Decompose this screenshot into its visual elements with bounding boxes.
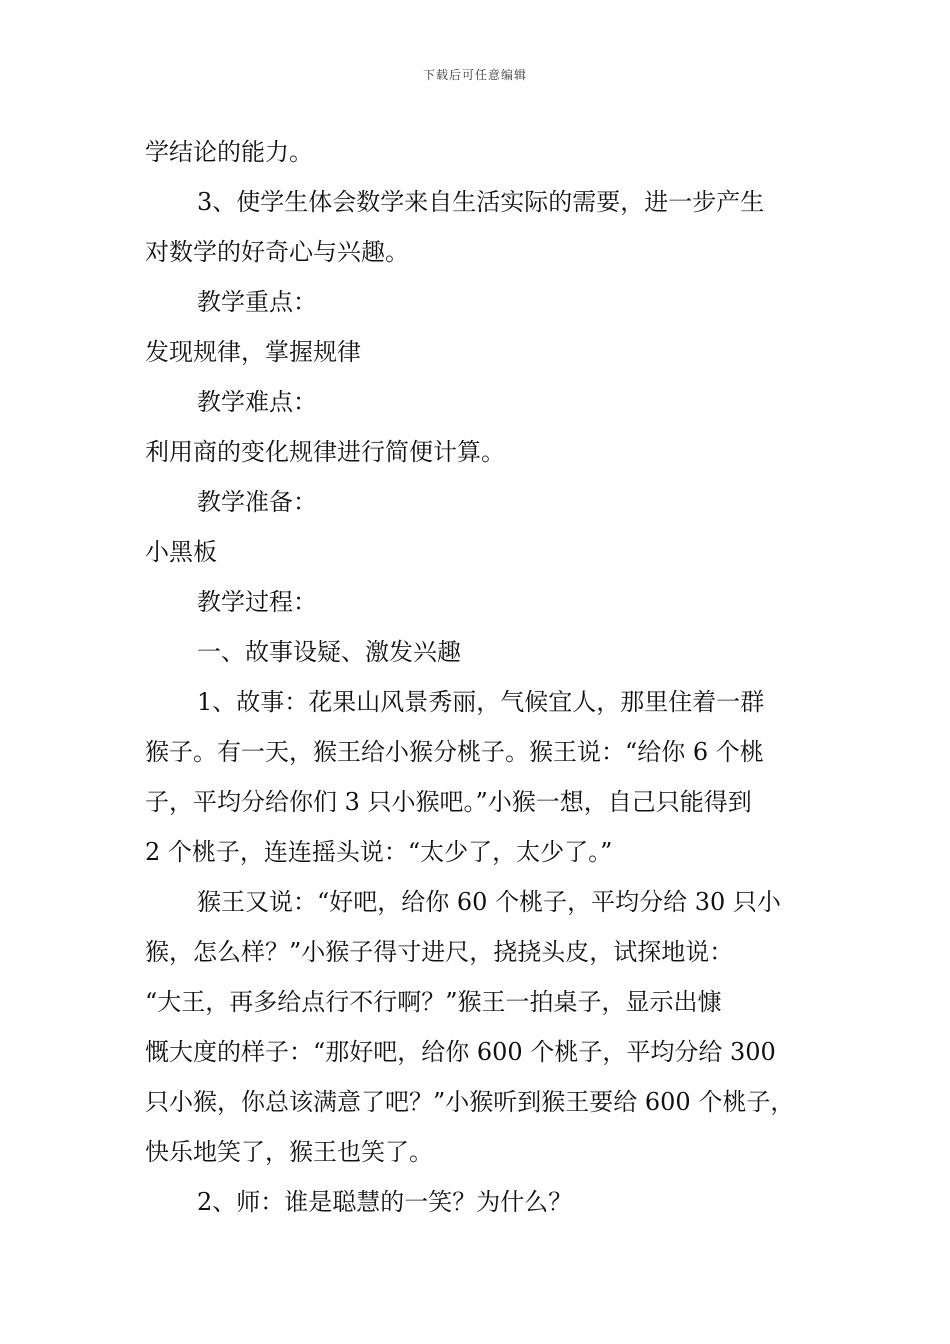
text-line: 2、师：谁是聪慧的一笑？为什么？	[197, 1188, 573, 1216]
text-line: 猴子。有一天，猴王给小猴分桃子。猴王说：“给你 6 个桃	[145, 738, 764, 766]
section-heading: 教学重点：	[197, 288, 317, 316]
text-line: 快乐地笑了，猴王也笑了。	[145, 1138, 433, 1166]
section-heading: 教学难点：	[197, 388, 317, 416]
text-line: 小黑板	[145, 538, 217, 566]
text-line: 猴王又说：“好吧，给你 60 个桃子，平均分给 30 只小	[197, 888, 781, 916]
page-header: 下载后可任意编辑	[422, 68, 527, 82]
text-line: 慨大度的样子：“那好吧，给你 600 个桃子，平均分给 300	[145, 1038, 776, 1066]
text-line: 利用商的变化规律进行简便计算。	[145, 438, 505, 466]
section-heading: 教学过程：	[197, 588, 317, 616]
text-line: 一、故事设疑、激发兴趣	[197, 638, 461, 666]
text-line: 发现规律，掌握规律	[145, 338, 361, 366]
text-line: 猴，怎么样？”小猴子得寸进尺，挠挠头皮，试探地说：	[145, 938, 734, 966]
text-line: “大王，再多给点行不行啊？”猴王一拍桌子，显示出慷	[145, 988, 722, 1016]
text-line: 2 个桃子，连连摇头说：“太少了，太少了。”	[145, 838, 613, 866]
text-line: 只小猴，你总该满意了吧？”小猴听到猴王要给 600 个桃子，	[145, 1088, 795, 1116]
text-line: 学结论的能力。	[145, 138, 313, 166]
text-line: 对数学的好奇心与兴趣。	[145, 238, 409, 266]
section-heading: 教学准备：	[197, 488, 317, 516]
text-line: 1、故事：花果山风景秀丽，气候宜人，那里住着一群	[197, 688, 765, 716]
document-body	[145, 127, 825, 1227]
text-line: 子，平均分给你们 3 只小猴吧。”小猴一想，自己只能得到	[145, 788, 752, 816]
text-line: 3、使学生体会数学来自生活实际的需要，进一步产生	[197, 188, 765, 216]
